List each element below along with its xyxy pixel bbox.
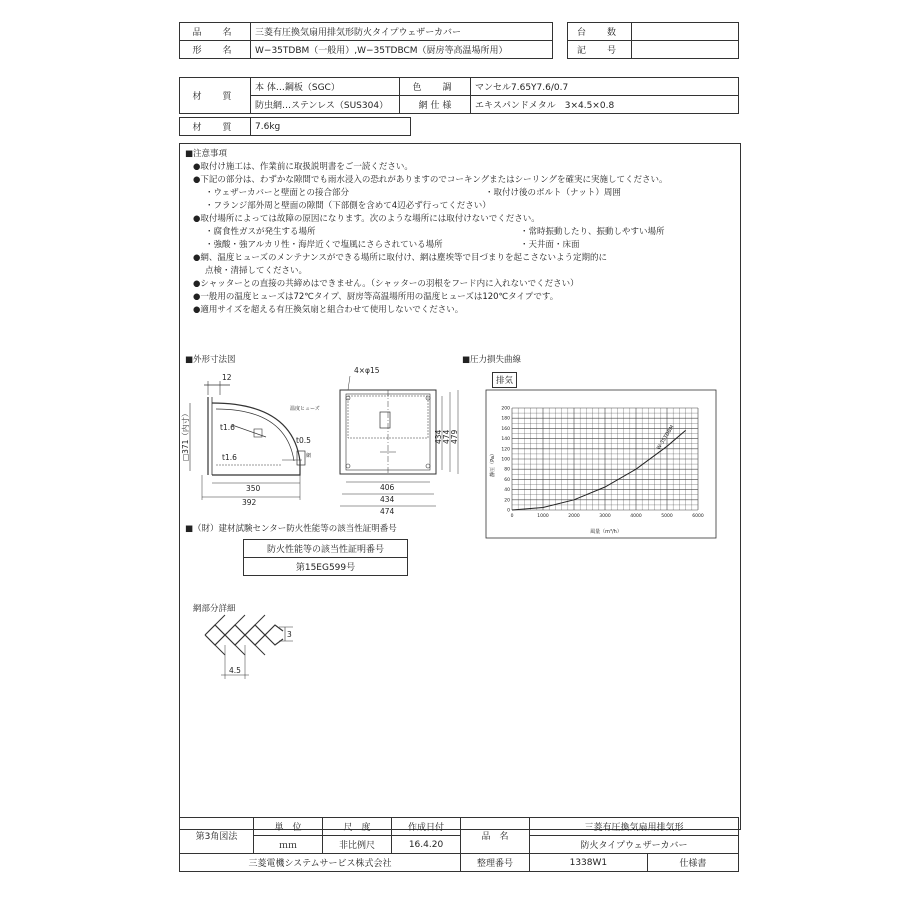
- chart-xlabel: 風量（m³/h）: [590, 529, 622, 535]
- pressure-title: ■圧力損失曲線: [462, 355, 522, 365]
- cert-value: 第15EG599号: [244, 558, 408, 576]
- spec-table: [179, 77, 739, 114]
- dim-371-label: □371（内寸）: [181, 409, 190, 461]
- mesh-dim-3-label: 3: [287, 630, 292, 639]
- color-value: マンセル7.65Y7.6/0.7: [471, 78, 739, 96]
- chart-ticks: [501, 406, 703, 520]
- pressure-loss-chart: [486, 390, 716, 538]
- fuse-label: 温度ヒューズ: [290, 406, 320, 412]
- x-tick-label: 0: [510, 514, 514, 519]
- mesh-dim-45-label: 4.5: [229, 666, 241, 675]
- company-name: 三菱電機システムサービス株式会社: [180, 854, 461, 872]
- y-tick-label: 60: [504, 477, 510, 483]
- y-tick-label: 80: [504, 467, 510, 473]
- qty-label: 台 数: [568, 23, 632, 41]
- cert-head: 防火性能等の該当性証明番号: [244, 540, 408, 558]
- dim-479v-label: 479: [450, 429, 459, 444]
- date-label: 作成日付: [392, 818, 461, 836]
- x-tick-label: 2000: [568, 514, 580, 519]
- note-line: ●取付場所によっては故障の原因になります。次のような場所には取付けないでください。: [193, 214, 540, 224]
- cert-title: ■（財）建材試験センター防火性能等の該当性証明番号: [185, 524, 397, 534]
- header-table: [179, 22, 553, 59]
- note-line: ・天井面・床面: [520, 240, 580, 250]
- note-line: ●網、温度ヒューズのメンテナンスができる場所に取付け、網は塵埃等で目づまりを起こさないよう定期的に: [193, 253, 607, 263]
- y-tick-label: 100: [501, 457, 510, 463]
- title-block: [179, 817, 739, 872]
- thickness-label: t1.6: [220, 423, 235, 432]
- name-line1: 三菱有圧換気扇用排気形: [530, 818, 739, 836]
- material-net: 防虫網…ステンレス（SUS304）: [251, 96, 400, 114]
- mark-label: 記 号: [568, 41, 632, 59]
- thickness-label: t1.6: [222, 453, 237, 462]
- y-tick-label: 160: [501, 426, 510, 432]
- dim-474v-label: 474: [442, 429, 451, 444]
- ref-label: 整理番号: [461, 854, 530, 872]
- note-line: ・ウェザーカバーと壁面との接合部分: [205, 188, 349, 198]
- note-line: ・フランジ部外周と壁面の隙間（下部側を含めて4辺必ず行ってください）: [205, 201, 491, 211]
- chart-grid: [512, 408, 698, 510]
- x-tick-label: 1000: [537, 514, 549, 519]
- cert-table: [243, 539, 408, 576]
- y-tick-label: 120: [501, 447, 510, 453]
- mark-value: [632, 41, 739, 59]
- note-line: ・強酸・強アルカリ性・海岸近くで塩風にさらされている場所: [205, 240, 443, 250]
- color-label: 色 調: [400, 78, 471, 96]
- x-tick-label: 3000: [599, 514, 611, 519]
- thickness-label: t0.5: [296, 436, 311, 445]
- mesh-detail-drawing: [203, 615, 313, 680]
- notes-title: ■注意事項: [185, 149, 228, 159]
- dim-350-label: 350: [246, 484, 261, 493]
- y-tick-label: 20: [504, 498, 510, 504]
- material-label: 材 質: [180, 78, 251, 114]
- projection-angle: 第3角図法: [180, 818, 254, 854]
- x-tick-label: 4000: [630, 514, 642, 519]
- mesh-label: 網 仕 様: [400, 96, 471, 114]
- scale-value: 非比例尺: [323, 836, 392, 854]
- y-tick-label: 180: [501, 416, 510, 422]
- unit-label: 単 位: [254, 818, 323, 836]
- unit-value: ｍｍ: [254, 836, 323, 854]
- chart-ylabel: 静圧（Pa）: [490, 451, 496, 477]
- note-line: ●下記の部分は、わずかな隙間でも雨水浸入の恐れがありますのでコーキングまたはシーリングを確実に実施してください。: [193, 175, 668, 185]
- note-line: ●取付け施工は、作業前に取扱説明書をご一読ください。: [193, 162, 413, 172]
- note-line: ・取付け後のボルト（ナット）周囲: [485, 188, 621, 198]
- name-line2: 防火タイプウェザーカバー: [530, 836, 739, 854]
- dim-406-label: 406: [380, 483, 395, 492]
- y-tick-label: 200: [501, 406, 510, 412]
- ref-value: 1338W1: [530, 854, 648, 872]
- y-tick-label: 140: [501, 437, 510, 443]
- material-body: 本 体…鋼板（SGC）: [251, 78, 400, 96]
- scale-label: 尺 度: [323, 818, 392, 836]
- note-line: ・常時振動したり、振動しやすい場所: [520, 227, 665, 237]
- note-line: ・腐食性ガスが発生する場所: [205, 227, 316, 237]
- dim-434v-label: 434: [434, 429, 443, 444]
- product-name: 三菱有圧換気扇用排気形防火タイプウェザーカバー: [251, 23, 553, 41]
- dim-474-label: 474: [380, 507, 395, 516]
- dim-12-label: 12: [222, 373, 232, 382]
- x-tick-label: 6000: [692, 514, 704, 519]
- note-line: ●適用サイズを超える有圧換気扇と組合わせて使用しないでください。: [193, 305, 464, 315]
- qty-value: [632, 23, 739, 41]
- drawing-title: ■外形寸法図: [185, 355, 236, 365]
- doc-type: 仕様書: [647, 854, 738, 872]
- y-tick-label: 0: [507, 508, 510, 514]
- note-line: ●シャッターとの直接の共締めはできません。（シャッターの羽根をフード内に入れないでください）: [193, 279, 579, 289]
- model: W−35TDBM（一般用）,W−35TDBCM（厨房等高温場所用）: [251, 41, 553, 59]
- date-value: 16.4.20: [392, 836, 461, 854]
- y-tick-label: 40: [504, 488, 510, 494]
- side-view-drawing: [182, 365, 332, 510]
- holes-label: 4×φ15: [354, 366, 380, 375]
- product-name-label: 品 名: [180, 23, 251, 41]
- model-label: 形 名: [180, 41, 251, 59]
- exhaust-badge: 排気: [492, 372, 517, 388]
- name-label: 品 名: [461, 818, 530, 854]
- front-view-drawing: [330, 362, 480, 517]
- series-label: W-35TDBM: [655, 424, 676, 451]
- x-tick-label: 5000: [661, 514, 673, 519]
- mesh-value: エキスパンドメタル 3×4.5×0.8: [471, 96, 739, 114]
- mesh-detail-title: 網部分詳細: [193, 604, 236, 614]
- dim-392-label: 392: [242, 498, 257, 507]
- net-label: 網: [306, 453, 312, 459]
- note-line: 点検・清掃してください。: [205, 266, 308, 276]
- qty-table: [567, 22, 739, 59]
- mass-label: 材 質: [180, 118, 251, 136]
- dim-434-label: 434: [380, 495, 395, 504]
- mass-table: [179, 117, 411, 136]
- mass-value: 7.6kg: [251, 118, 411, 136]
- note-line: ●一般用の温度ヒューズは72℃タイプ、厨房等高温場所用の温度ヒューズは120℃タイプです。: [193, 292, 559, 302]
